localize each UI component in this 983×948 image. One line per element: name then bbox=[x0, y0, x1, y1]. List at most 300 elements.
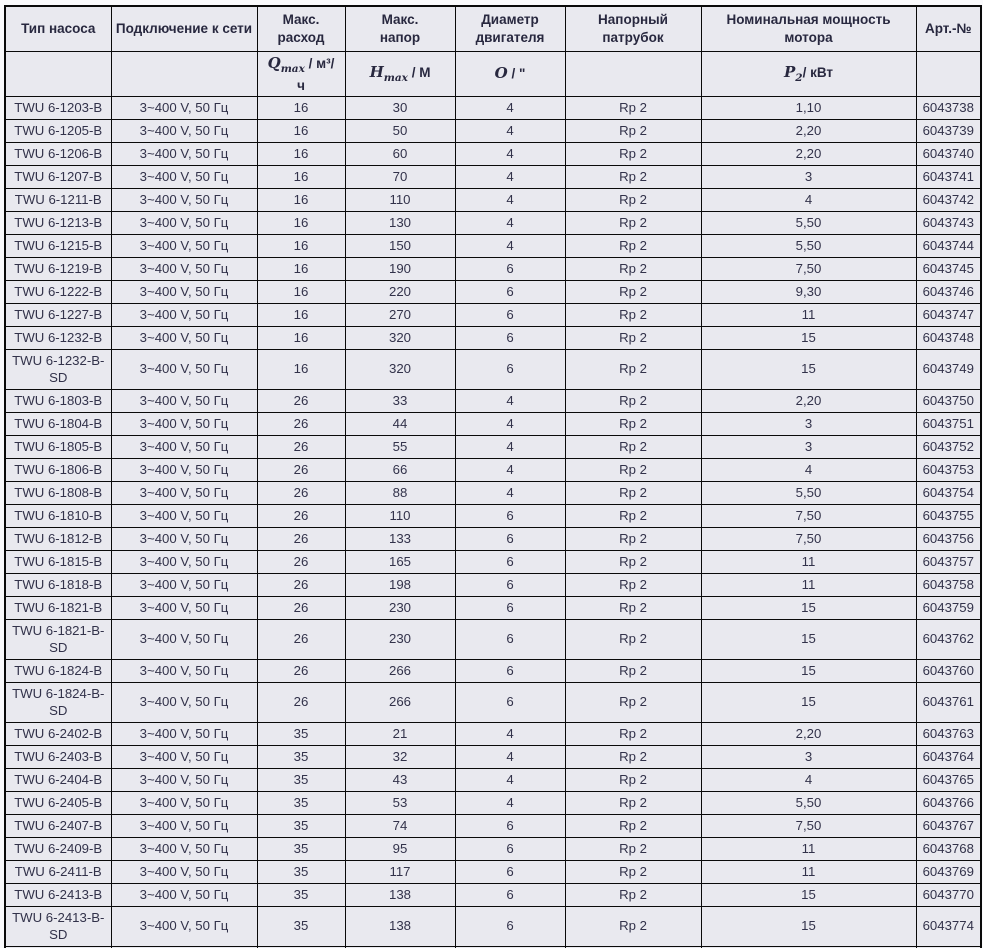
cell-motor-power: 3 bbox=[701, 436, 916, 459]
table-row bbox=[5, 212, 981, 235]
cell-article-number: 6043752 bbox=[916, 436, 981, 459]
cell-max-flow: 16 bbox=[257, 143, 345, 166]
cell-max-flow: 26 bbox=[257, 683, 345, 723]
cell-motor-diameter: 4 bbox=[455, 189, 565, 212]
cell-pressure-port: Rp 2 bbox=[565, 620, 701, 660]
table-row bbox=[5, 459, 981, 482]
cell-pump-type: TWU 6-1213-B bbox=[5, 212, 111, 235]
cell-article-number: 6043754 bbox=[916, 482, 981, 505]
cell-connection: 3~400 V, 50 Гц bbox=[111, 212, 257, 235]
cell-pressure-port: Rp 2 bbox=[565, 235, 701, 258]
power-unit-text: / кВт bbox=[802, 64, 834, 80]
cell-max-flow: 16 bbox=[257, 258, 345, 281]
cell-article-number: 6043765 bbox=[916, 769, 981, 792]
cell-motor-diameter: 4 bbox=[455, 166, 565, 189]
cell-article-number: 6043764 bbox=[916, 746, 981, 769]
cell-article-number: 6043741 bbox=[916, 166, 981, 189]
cell-max-head: 266 bbox=[345, 660, 455, 683]
cell-motor-power: 5,50 bbox=[701, 792, 916, 815]
cell-max-head: 53 bbox=[345, 792, 455, 815]
cell-max-flow: 35 bbox=[257, 861, 345, 884]
cell-motor-power: 11 bbox=[701, 304, 916, 327]
cell-pressure-port: Rp 2 bbox=[565, 143, 701, 166]
cell-motor-power: 15 bbox=[701, 620, 916, 660]
cell-motor-diameter: 6 bbox=[455, 861, 565, 884]
cell-max-head: 66 bbox=[345, 459, 455, 482]
cell-pressure-port: Rp 2 bbox=[565, 304, 701, 327]
cell-max-head: 320 bbox=[345, 327, 455, 350]
cell-article-number: 6043744 bbox=[916, 235, 981, 258]
cell-motor-power: 1,10 bbox=[701, 97, 916, 120]
table-body bbox=[5, 97, 981, 948]
cell-motor-diameter: 6 bbox=[455, 597, 565, 620]
cell-motor-power: 15 bbox=[701, 907, 916, 947]
cell-motor-power: 15 bbox=[701, 597, 916, 620]
cell-max-head: 198 bbox=[345, 574, 455, 597]
cell-pump-type: TWU 6-1219-B bbox=[5, 258, 111, 281]
cell-motor-diameter: 4 bbox=[455, 482, 565, 505]
cell-pressure-port: Rp 2 bbox=[565, 281, 701, 304]
table-row bbox=[5, 723, 981, 746]
table-row bbox=[5, 884, 981, 907]
cell-pressure-port: Rp 2 bbox=[565, 769, 701, 792]
cell-motor-power: 7,50 bbox=[701, 258, 916, 281]
cell-pump-type: TWU 6-1810-B bbox=[5, 505, 111, 528]
cell-motor-diameter: 4 bbox=[455, 746, 565, 769]
cell-article-number: 6043753 bbox=[916, 459, 981, 482]
cell-article-number: 6043757 bbox=[916, 551, 981, 574]
cell-max-head: 133 bbox=[345, 528, 455, 551]
cell-pump-type: TWU 6-1806-B bbox=[5, 459, 111, 482]
cell-motor-power: 15 bbox=[701, 683, 916, 723]
col-header-connection: Подключение к сети bbox=[111, 6, 257, 52]
head-symbol: H bbox=[369, 62, 384, 81]
cell-connection: 3~400 V, 50 Гц bbox=[111, 390, 257, 413]
cell-max-flow: 26 bbox=[257, 620, 345, 660]
cell-pump-type: TWU 6-1205-B bbox=[5, 120, 111, 143]
power-quantity-symbol bbox=[783, 62, 803, 84]
cell-motor-power: 2,20 bbox=[701, 143, 916, 166]
cell-motor-power: 3 bbox=[701, 746, 916, 769]
cell-connection: 3~400 V, 50 Гц bbox=[111, 620, 257, 660]
table-row bbox=[5, 482, 981, 505]
cell-pump-type: TWU 6-1232-B-SD bbox=[5, 350, 111, 390]
cell-connection: 3~400 V, 50 Гц bbox=[111, 189, 257, 212]
cell-max-head: 32 bbox=[345, 746, 455, 769]
col-header-motor-power: Номинальная мощность мотора bbox=[701, 6, 916, 52]
flow-symbol: Q bbox=[267, 54, 281, 72]
col-header-max-flow-label: Макс. расход bbox=[277, 12, 325, 45]
flow-unit-line2: ч bbox=[297, 77, 305, 93]
cell-pump-type: TWU 6-1203-B bbox=[5, 97, 111, 120]
cell-article-number: 6043762 bbox=[916, 620, 981, 660]
table-row bbox=[5, 505, 981, 528]
cell-motor-power: 9,30 bbox=[701, 281, 916, 304]
cell-motor-diameter: 6 bbox=[455, 907, 565, 947]
cell-max-flow: 26 bbox=[257, 413, 345, 436]
cell-pressure-port: Rp 2 bbox=[565, 815, 701, 838]
cell-pump-type: TWU 6-1824-B bbox=[5, 660, 111, 683]
cell-connection: 3~400 V, 50 Гц bbox=[111, 413, 257, 436]
cell-connection: 3~400 V, 50 Гц bbox=[111, 528, 257, 551]
cell-motor-diameter: 6 bbox=[455, 505, 565, 528]
flow-quantity-symbol bbox=[267, 54, 305, 75]
cell-max-head: 117 bbox=[345, 861, 455, 884]
cell-pressure-port: Rp 2 bbox=[565, 884, 701, 907]
col-header-max-head-label: Макс. напор bbox=[379, 12, 421, 45]
cell-connection: 3~400 V, 50 Гц bbox=[111, 660, 257, 683]
cell-pressure-port: Rp 2 bbox=[565, 327, 701, 350]
head-unit-text: / М bbox=[407, 64, 431, 80]
cell-pump-type: TWU 6-2409-B bbox=[5, 838, 111, 861]
table-row bbox=[5, 235, 981, 258]
cell-max-head: 138 bbox=[345, 884, 455, 907]
units-cell-flow bbox=[257, 52, 345, 97]
cell-motor-power: 5,50 bbox=[701, 235, 916, 258]
cell-article-number: 6043758 bbox=[916, 574, 981, 597]
cell-pressure-port: Rp 2 bbox=[565, 792, 701, 815]
cell-motor-power: 15 bbox=[701, 327, 916, 350]
cell-motor-power: 4 bbox=[701, 189, 916, 212]
cell-pressure-port: Rp 2 bbox=[565, 120, 701, 143]
cell-max-head: 60 bbox=[345, 143, 455, 166]
power-subscript: 2 bbox=[795, 71, 803, 84]
col-header-article-number: Арт.-№ bbox=[916, 6, 981, 52]
cell-motor-diameter: 4 bbox=[455, 459, 565, 482]
cell-motor-diameter: 4 bbox=[455, 97, 565, 120]
flow-subscript: max bbox=[280, 63, 305, 75]
cell-max-flow: 26 bbox=[257, 459, 345, 482]
cell-connection: 3~400 V, 50 Гц bbox=[111, 574, 257, 597]
diameter-unit-text: / " bbox=[507, 66, 526, 82]
cell-motor-power: 5,50 bbox=[701, 482, 916, 505]
cell-motor-power: 5,50 bbox=[701, 212, 916, 235]
cell-max-flow: 16 bbox=[257, 166, 345, 189]
cell-max-head: 220 bbox=[345, 281, 455, 304]
units-cell-article bbox=[916, 52, 981, 97]
table-row bbox=[5, 304, 981, 327]
cell-max-head: 95 bbox=[345, 838, 455, 861]
cell-max-flow: 26 bbox=[257, 436, 345, 459]
cell-max-head: 70 bbox=[345, 166, 455, 189]
units-cell-pump-type bbox=[5, 52, 111, 97]
cell-motor-power: 11 bbox=[701, 861, 916, 884]
cell-connection: 3~400 V, 50 Гц bbox=[111, 861, 257, 884]
cell-connection: 3~400 V, 50 Гц bbox=[111, 436, 257, 459]
power-symbol: P bbox=[783, 62, 796, 81]
cell-connection: 3~400 V, 50 Гц bbox=[111, 258, 257, 281]
cell-article-number: 6043760 bbox=[916, 660, 981, 683]
cell-max-flow: 16 bbox=[257, 281, 345, 304]
col-header-motor-diameter: Диаметр двигателя bbox=[455, 6, 565, 52]
cell-connection: 3~400 V, 50 Гц bbox=[111, 350, 257, 390]
cell-motor-diameter: 6 bbox=[455, 281, 565, 304]
cell-connection: 3~400 V, 50 Гц bbox=[111, 281, 257, 304]
cell-connection: 3~400 V, 50 Гц bbox=[111, 746, 257, 769]
cell-connection: 3~400 V, 50 Гц bbox=[111, 792, 257, 815]
cell-max-head: 74 bbox=[345, 815, 455, 838]
table-row bbox=[5, 597, 981, 620]
cell-max-head: 320 bbox=[345, 350, 455, 390]
col-header-pressure-port: Напорный патрубок bbox=[565, 6, 701, 52]
cell-motor-power: 3 bbox=[701, 413, 916, 436]
cell-motor-power: 2,20 bbox=[701, 390, 916, 413]
cell-connection: 3~400 V, 50 Гц bbox=[111, 120, 257, 143]
cell-article-number: 6043756 bbox=[916, 528, 981, 551]
cell-connection: 3~400 V, 50 Гц bbox=[111, 838, 257, 861]
cell-pressure-port: Rp 2 bbox=[565, 413, 701, 436]
cell-max-flow: 26 bbox=[257, 597, 345, 620]
cell-max-flow: 16 bbox=[257, 235, 345, 258]
cell-max-flow: 35 bbox=[257, 746, 345, 769]
table-row bbox=[5, 746, 981, 769]
cell-article-number: 6043739 bbox=[916, 120, 981, 143]
cell-motor-diameter: 6 bbox=[455, 574, 565, 597]
cell-motor-diameter: 6 bbox=[455, 838, 565, 861]
table-row bbox=[5, 769, 981, 792]
cell-pump-type: TWU 6-1805-B bbox=[5, 436, 111, 459]
cell-connection: 3~400 V, 50 Гц bbox=[111, 884, 257, 907]
cell-pump-type: TWU 6-2411-B bbox=[5, 861, 111, 884]
cell-max-flow: 16 bbox=[257, 327, 345, 350]
cell-article-number: 6043750 bbox=[916, 390, 981, 413]
cell-article-number: 6043763 bbox=[916, 723, 981, 746]
cell-article-number: 6043774 bbox=[916, 907, 981, 947]
cell-max-flow: 26 bbox=[257, 390, 345, 413]
table-row bbox=[5, 574, 981, 597]
table-row bbox=[5, 390, 981, 413]
cell-pressure-port: Rp 2 bbox=[565, 505, 701, 528]
cell-motor-diameter: 6 bbox=[455, 528, 565, 551]
cell-motor-power: 15 bbox=[701, 884, 916, 907]
cell-connection: 3~400 V, 50 Гц bbox=[111, 327, 257, 350]
cell-motor-diameter: 6 bbox=[455, 304, 565, 327]
cell-connection: 3~400 V, 50 Гц bbox=[111, 143, 257, 166]
cell-article-number: 6043767 bbox=[916, 815, 981, 838]
units-cell-head bbox=[345, 52, 455, 97]
cell-motor-diameter: 6 bbox=[455, 350, 565, 390]
cell-max-flow: 16 bbox=[257, 212, 345, 235]
cell-article-number: 6043748 bbox=[916, 327, 981, 350]
cell-motor-diameter: 4 bbox=[455, 769, 565, 792]
cell-max-flow: 16 bbox=[257, 304, 345, 327]
cell-max-head: 50 bbox=[345, 120, 455, 143]
cell-motor-diameter: 6 bbox=[455, 660, 565, 683]
pump-spec-table bbox=[4, 5, 982, 948]
cell-article-number: 6043746 bbox=[916, 281, 981, 304]
cell-motor-diameter: 6 bbox=[455, 683, 565, 723]
cell-article-number: 6043747 bbox=[916, 304, 981, 327]
cell-max-flow: 16 bbox=[257, 97, 345, 120]
cell-motor-diameter: 4 bbox=[455, 120, 565, 143]
cell-pump-type: TWU 6-1821-B-SD bbox=[5, 620, 111, 660]
cell-pressure-port: Rp 2 bbox=[565, 97, 701, 120]
cell-max-head: 44 bbox=[345, 413, 455, 436]
cell-max-flow: 16 bbox=[257, 350, 345, 390]
cell-article-number: 6043745 bbox=[916, 258, 981, 281]
cell-max-head: 270 bbox=[345, 304, 455, 327]
cell-pressure-port: Rp 2 bbox=[565, 390, 701, 413]
cell-pressure-port: Rp 2 bbox=[565, 660, 701, 683]
cell-motor-power: 7,50 bbox=[701, 815, 916, 838]
cell-pump-type: TWU 6-1803-B bbox=[5, 390, 111, 413]
cell-pressure-port: Rp 2 bbox=[565, 459, 701, 482]
cell-pump-type: TWU 6-2402-B bbox=[5, 723, 111, 746]
cell-max-head: 165 bbox=[345, 551, 455, 574]
cell-pressure-port: Rp 2 bbox=[565, 597, 701, 620]
cell-max-flow: 35 bbox=[257, 838, 345, 861]
cell-max-head: 138 bbox=[345, 907, 455, 947]
table-row bbox=[5, 815, 981, 838]
cell-motor-power: 15 bbox=[701, 660, 916, 683]
cell-pressure-port: Rp 2 bbox=[565, 838, 701, 861]
cell-article-number: 6043770 bbox=[916, 884, 981, 907]
cell-max-head: 110 bbox=[345, 505, 455, 528]
table-row bbox=[5, 436, 981, 459]
cell-pressure-port: Rp 2 bbox=[565, 574, 701, 597]
cell-max-head: 88 bbox=[345, 482, 455, 505]
table-row bbox=[5, 551, 981, 574]
cell-motor-power: 2,20 bbox=[701, 120, 916, 143]
units-cell-port bbox=[565, 52, 701, 97]
cell-pump-type: TWU 6-2413-B bbox=[5, 884, 111, 907]
cell-max-head: 33 bbox=[345, 390, 455, 413]
cell-pressure-port: Rp 2 bbox=[565, 350, 701, 390]
cell-connection: 3~400 V, 50 Гц bbox=[111, 505, 257, 528]
cell-motor-power: 3 bbox=[701, 166, 916, 189]
table-row bbox=[5, 97, 981, 120]
cell-motor-power: 4 bbox=[701, 769, 916, 792]
cell-motor-power: 11 bbox=[701, 574, 916, 597]
cell-motor-diameter: 4 bbox=[455, 436, 565, 459]
cell-motor-diameter: 4 bbox=[455, 723, 565, 746]
cell-motor-diameter: 6 bbox=[455, 620, 565, 660]
cell-max-flow: 26 bbox=[257, 505, 345, 528]
cell-pressure-port: Rp 2 bbox=[565, 258, 701, 281]
table-row bbox=[5, 528, 981, 551]
cell-max-flow: 35 bbox=[257, 907, 345, 947]
cell-pump-type: TWU 6-1206-B bbox=[5, 143, 111, 166]
cell-pump-type: TWU 6-2404-B bbox=[5, 769, 111, 792]
table-row bbox=[5, 258, 981, 281]
cell-pressure-port: Rp 2 bbox=[565, 189, 701, 212]
cell-pump-type: TWU 6-1804-B bbox=[5, 413, 111, 436]
cell-max-flow: 26 bbox=[257, 660, 345, 683]
units-cell-diameter bbox=[455, 52, 565, 97]
cell-pump-type: TWU 6-1222-B bbox=[5, 281, 111, 304]
cell-max-flow: 16 bbox=[257, 189, 345, 212]
table-row bbox=[5, 327, 981, 350]
cell-motor-diameter: 6 bbox=[455, 551, 565, 574]
cell-connection: 3~400 V, 50 Гц bbox=[111, 683, 257, 723]
cell-max-head: 30 bbox=[345, 97, 455, 120]
cell-pressure-port: Rp 2 bbox=[565, 528, 701, 551]
cell-max-head: 230 bbox=[345, 620, 455, 660]
cell-connection: 3~400 V, 50 Гц bbox=[111, 304, 257, 327]
cell-connection: 3~400 V, 50 Гц bbox=[111, 723, 257, 746]
cell-pressure-port: Rp 2 bbox=[565, 212, 701, 235]
cell-pump-type: TWU 6-2405-B bbox=[5, 792, 111, 815]
cell-article-number: 6043768 bbox=[916, 838, 981, 861]
cell-pressure-port: Rp 2 bbox=[565, 907, 701, 947]
table-row bbox=[5, 907, 981, 947]
cell-pressure-port: Rp 2 bbox=[565, 436, 701, 459]
cell-pump-type: TWU 6-1821-B bbox=[5, 597, 111, 620]
cell-connection: 3~400 V, 50 Гц bbox=[111, 907, 257, 947]
cell-max-flow: 35 bbox=[257, 792, 345, 815]
cell-pump-type: TWU 6-2403-B bbox=[5, 746, 111, 769]
cell-max-flow: 26 bbox=[257, 551, 345, 574]
table-row bbox=[5, 413, 981, 436]
table-row bbox=[5, 189, 981, 212]
cell-max-head: 43 bbox=[345, 769, 455, 792]
cell-motor-diameter: 6 bbox=[455, 258, 565, 281]
cell-article-number: 6043742 bbox=[916, 189, 981, 212]
cell-pump-type: TWU 6-1824-B-SD bbox=[5, 683, 111, 723]
cell-article-number: 6043766 bbox=[916, 792, 981, 815]
cell-connection: 3~400 V, 50 Гц bbox=[111, 235, 257, 258]
cell-article-number: 6043740 bbox=[916, 143, 981, 166]
cell-connection: 3~400 V, 50 Гц bbox=[111, 97, 257, 120]
cell-max-flow: 35 bbox=[257, 815, 345, 838]
cell-max-head: 55 bbox=[345, 436, 455, 459]
table-row bbox=[5, 620, 981, 660]
cell-max-flow: 16 bbox=[257, 120, 345, 143]
cell-article-number: 6043751 bbox=[916, 413, 981, 436]
cell-motor-diameter: 6 bbox=[455, 327, 565, 350]
cell-motor-diameter: 4 bbox=[455, 792, 565, 815]
cell-pump-type: TWU 6-1818-B bbox=[5, 574, 111, 597]
cell-max-head: 230 bbox=[345, 597, 455, 620]
cell-max-head: 190 bbox=[345, 258, 455, 281]
table-header bbox=[5, 6, 981, 97]
cell-motor-diameter: 4 bbox=[455, 212, 565, 235]
cell-connection: 3~400 V, 50 Гц bbox=[111, 597, 257, 620]
cell-article-number: 6043738 bbox=[916, 97, 981, 120]
cell-motor-diameter: 6 bbox=[455, 884, 565, 907]
table-row bbox=[5, 792, 981, 815]
cell-motor-power: 11 bbox=[701, 551, 916, 574]
diameter-symbol: O bbox=[494, 64, 508, 83]
cell-motor-power: 11 bbox=[701, 838, 916, 861]
cell-pump-type: TWU 6-1232-B bbox=[5, 327, 111, 350]
header-row bbox=[5, 6, 981, 52]
cell-motor-power: 4 bbox=[701, 459, 916, 482]
head-subscript: max bbox=[383, 71, 408, 84]
cell-connection: 3~400 V, 50 Гц bbox=[111, 166, 257, 189]
cell-max-flow: 26 bbox=[257, 574, 345, 597]
cell-pump-type: TWU 6-1812-B bbox=[5, 528, 111, 551]
cell-max-head: 110 bbox=[345, 189, 455, 212]
table-row bbox=[5, 861, 981, 884]
cell-connection: 3~400 V, 50 Гц bbox=[111, 769, 257, 792]
cell-motor-power: 7,50 bbox=[701, 528, 916, 551]
col-header-max-flow bbox=[257, 6, 345, 52]
cell-pump-type: TWU 6-1215-B bbox=[5, 235, 111, 258]
cell-pressure-port: Rp 2 bbox=[565, 746, 701, 769]
table-row bbox=[5, 120, 981, 143]
cell-motor-power: 15 bbox=[701, 350, 916, 390]
units-cell-power bbox=[701, 52, 916, 97]
table-row bbox=[5, 838, 981, 861]
table-row bbox=[5, 660, 981, 683]
cell-motor-diameter: 4 bbox=[455, 143, 565, 166]
col-header-max-head bbox=[345, 6, 455, 52]
table-row bbox=[5, 683, 981, 723]
cell-max-head: 21 bbox=[345, 723, 455, 746]
units-row bbox=[5, 52, 981, 97]
cell-max-flow: 35 bbox=[257, 769, 345, 792]
